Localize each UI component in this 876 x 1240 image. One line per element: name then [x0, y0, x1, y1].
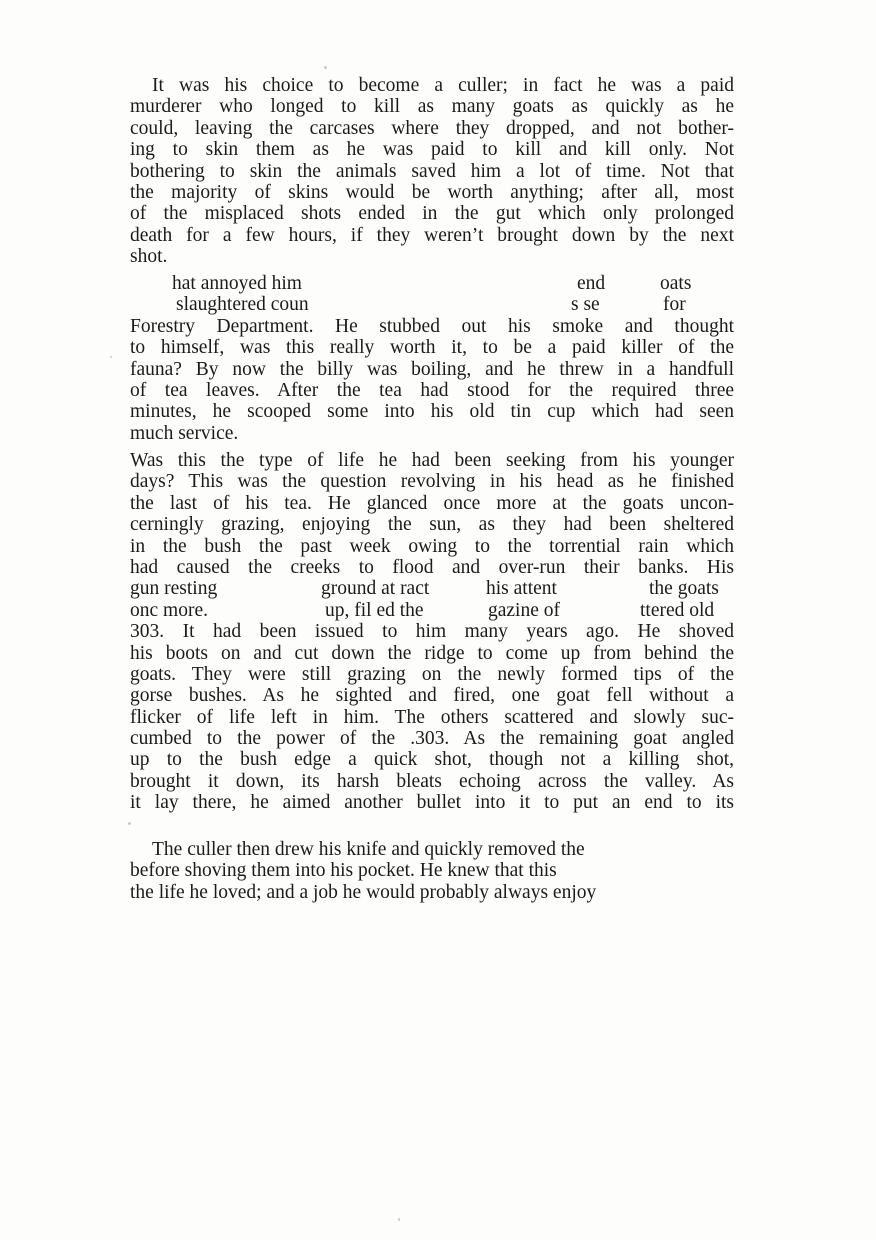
scan-speck — [128, 822, 131, 825]
text-line: 303. It had been issued to him many years ago. He shoved — [130, 621, 734, 643]
text-line: before shoving them into his pocket. He knew that this — [130, 860, 557, 882]
text-line: the majority of skins would be worth anything; after all, most — [130, 181, 734, 203]
fragment-row — [130, 273, 734, 294]
text-fragment: oats — [660, 273, 692, 294]
text-line: it lay there, he aimed another bullet into it to put an end to its — [130, 792, 734, 814]
text-fragment: the goats — [649, 578, 719, 600]
fragment-row — [130, 578, 734, 599]
text-line: death for a few hours, if they weren’t brought down by the next — [130, 224, 734, 246]
text-line: ing to skin them as he was paid to kill and kill only. Not — [130, 139, 734, 161]
text-line: his boots on and cut down the ridge to come up from behind the — [130, 642, 734, 664]
paragraph-4 — [130, 839, 686, 903]
text-fragment: slaughtered coun — [176, 294, 309, 316]
text-line: the last of his tea. He glanced once more at the goats uncon- — [130, 492, 734, 514]
text-fragment: ground at ract — [321, 578, 430, 600]
text-line: shot. — [130, 246, 168, 268]
text-line: could, leaving the carcases where they dropped, and not bother- — [130, 117, 734, 139]
paragraph-2 — [130, 273, 734, 444]
text-fragment: his attent — [486, 578, 557, 600]
scan-speck — [324, 66, 327, 69]
text-line: goats. They were still grazing on the newly formed tips of the — [130, 663, 734, 685]
scan-speck — [398, 1218, 400, 1221]
text-fragment: hat annoyed him — [172, 273, 302, 294]
text-line: of the misplaced shots ended in the gut which only prolonged — [130, 203, 734, 225]
text-line: in the bush the past week owing to the torrential rain which — [130, 535, 734, 557]
text-fragment: gun resting — [130, 578, 218, 600]
text-fragment: gazine of — [488, 599, 561, 621]
text-line: Forestry Department. He stubbed out his smoke and thought — [130, 315, 734, 337]
text-line: the life he loved; and a job he would probably always enjoy — [130, 881, 597, 903]
text-fragment: ttered old — [640, 599, 715, 621]
text-line: minutes, he scooped some into his old tin cup which had seen — [130, 401, 734, 423]
text-fragment: end — [577, 273, 606, 294]
text-fragment: for — [663, 294, 686, 316]
fragment-row — [130, 294, 734, 315]
paragraph-3 — [130, 450, 734, 814]
text-line: The culler then drew his knife and quickly removed the — [152, 839, 585, 860]
scan-speck — [110, 356, 112, 358]
text-line: to himself, was this really worth it, to be a paid killer of the — [130, 337, 734, 359]
text-line: much service. — [130, 422, 239, 444]
paragraph-1 — [130, 75, 734, 268]
text-line: bothering to skin the animals saved him a lot of time. Not that — [130, 160, 734, 182]
text-line: had caused the creeks to flood and over-run their banks. His — [130, 556, 734, 578]
text-line: murderer who longed to kill as many goats as quickly as he — [130, 96, 734, 118]
text-line: fauna? By now the billy was boiling, and he threw in a handfull — [130, 358, 734, 380]
text-line: of tea leaves. After the tea had stood for the required three — [130, 379, 734, 401]
text-line: It was his choice to become a culler; in fact he was a paid — [152, 75, 734, 96]
fragment-row — [130, 600, 734, 621]
text-line: days? This was the question revolving in his head as he finished — [130, 471, 734, 493]
text-line: Was this the type of life he had been seeking from his younger — [130, 450, 734, 471]
text-fragment: up, fil ed the — [325, 599, 424, 621]
text-fragment: s se — [571, 294, 600, 316]
text-line: brought it down, its harsh bleats echoing across the valley. As — [130, 770, 734, 792]
text-line: cumbed to the power of the .303. As the remaining goat angled — [130, 728, 734, 750]
text-line: up to the bush edge a quick shot, though not a killing shot, — [130, 749, 734, 771]
text-line: gorse bushes. As he sighted and fired, one goat fell without a — [130, 685, 734, 707]
text-line: flicker of life left in him. The others scattered and slowly suc- — [130, 706, 734, 728]
text-fragment: onc more. — [130, 599, 208, 621]
text-line: cerningly grazing, enjoying the sun, as they had been sheltered — [130, 514, 734, 536]
